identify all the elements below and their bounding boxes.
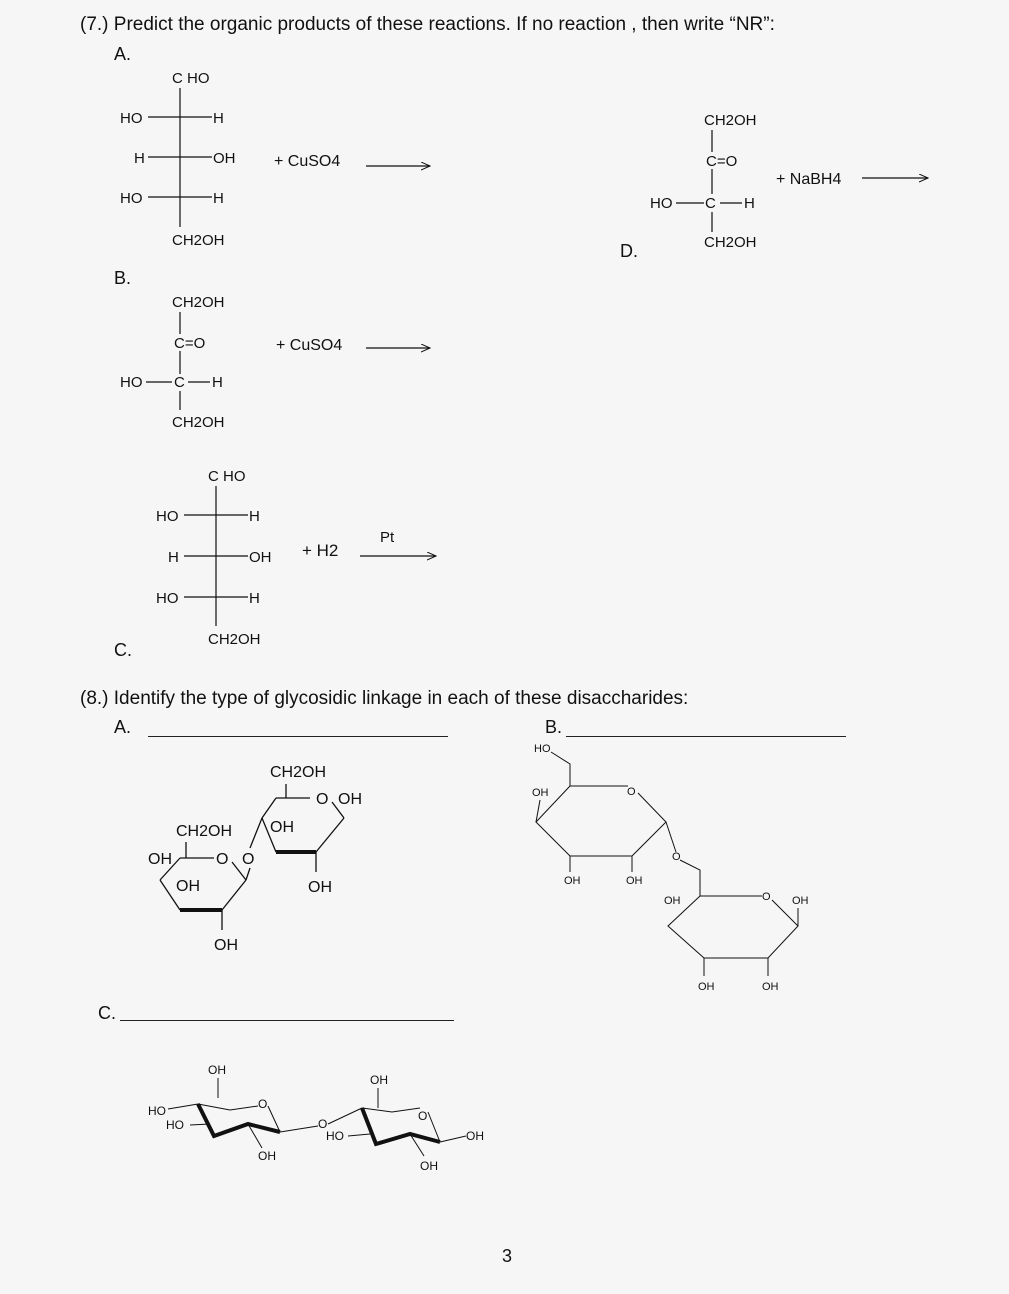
q7-c-bottom: CH2OH — [208, 631, 261, 648]
q8-c-ring-o-left: O — [258, 1097, 268, 1111]
q8-b-group-9: OH — [698, 981, 715, 993]
q7-c-row2-left: H — [168, 549, 179, 566]
q8-c-label: C. — [98, 1003, 116, 1023]
q7-a-reagent: + CuSO4 — [274, 153, 341, 170]
q8-b-group-3: OH — [564, 875, 581, 887]
q7-c-reagent: + H2 — [302, 541, 339, 560]
q8-b-group-6: OH — [664, 895, 681, 907]
q8-c-group-1: HO — [148, 1104, 166, 1118]
q8-c-group-0: OH — [208, 1063, 226, 1077]
q7-a-row1-left: HO — [120, 110, 143, 127]
q8-a-ring-o-upper: O — [316, 791, 329, 808]
q8-b-link-o: O — [672, 851, 681, 863]
q7-b-carbonyl: C=O — [174, 335, 206, 352]
q7-a-label: A. — [114, 44, 132, 64]
q7-a-bottom: CH2OH — [172, 232, 225, 249]
q8-a-structure — [148, 764, 362, 954]
q7-b-label: B. — [114, 268, 132, 288]
q7-c-row3-left: HO — [156, 590, 179, 607]
q8-a-group-2: CH2OH — [176, 823, 233, 840]
q8-a-group-10: OH — [214, 937, 238, 954]
q7-b-reagent: + CuSO4 — [276, 337, 343, 354]
q7-b-row-center: C — [174, 374, 185, 391]
q7-a-row2-left: H — [134, 150, 145, 167]
q8-c-link-o: O — [318, 1117, 328, 1131]
q7-d-row-left: HO — [650, 195, 673, 212]
q7-a-row3-right: H — [213, 190, 224, 207]
q7-c-fischer — [156, 468, 272, 648]
q7-d-row-right: H — [744, 195, 755, 212]
q8-b-group-4: OH — [626, 875, 643, 887]
q8-b-structure — [532, 743, 809, 993]
q7-b-fischer — [120, 294, 225, 431]
q7-a-row2-right: OH — [213, 150, 236, 167]
q8-heading: (8.) Identify the type of glycosidic linkage in each of these disaccharides: — [80, 688, 689, 709]
q7-heading: (7.) Predict the organic products of these reactions. If no reaction , then write “NR”: — [80, 14, 775, 35]
q8-b-ring-o-upper: O — [627, 786, 636, 798]
q8-a-group-6: OH — [176, 878, 200, 895]
q7-c-row2-right: OH — [249, 549, 272, 566]
page-number: 3 — [502, 1246, 513, 1266]
q8-a-ring-o-link: O — [242, 851, 255, 868]
q8-b-group-1: OH — [532, 787, 549, 799]
q7-d-bottom: CH2OH — [704, 234, 757, 251]
q8-b-group-10: OH — [762, 981, 779, 993]
q7-d-carbonyl: C=O — [706, 153, 738, 170]
q7-c-row3-right: H — [249, 590, 260, 607]
q8-b-group-8: OH — [792, 895, 809, 907]
q7-a-row1-right: H — [213, 110, 224, 127]
q7-b-top: CH2OH — [172, 294, 225, 311]
q7-b-row-right: H — [212, 374, 223, 391]
q8-c-group-2: HO — [166, 1118, 184, 1132]
q8-b-group-0: HO — [534, 743, 551, 755]
q8-a-group-1: OH — [338, 791, 362, 808]
q8-a-group-3: OH — [270, 819, 294, 836]
q7-c-label: C. — [114, 640, 132, 660]
q8-c-group-9: OH — [466, 1129, 484, 1143]
q8-c-group-4: OH — [258, 1149, 276, 1163]
q8-b-label: B. — [545, 717, 563, 737]
q8-c-ring-o-right: O — [418, 1109, 428, 1123]
q7-c-row1-right: H — [249, 508, 260, 525]
q8-b-ring-o-lower: O — [762, 891, 771, 903]
q7-d-row-center: C — [705, 195, 716, 212]
q8-a-group-0: CH2OH — [270, 764, 327, 781]
q8-a-ring-o-lower: O — [216, 851, 229, 868]
q8-c-group-7: HO — [326, 1129, 344, 1143]
q7-d-label: D. — [620, 241, 638, 261]
q7-a-fischer — [120, 70, 236, 249]
q7-d-fischer — [650, 112, 757, 251]
q7-a-top: C HO — [172, 70, 210, 87]
q7-d-top: CH2OH — [704, 112, 757, 129]
q8-a-label: A. — [114, 717, 132, 737]
q7-a-row3-left: HO — [120, 190, 143, 207]
q7-b-row-left: HO — [120, 374, 143, 391]
q7-d-reagent: + NaBH4 — [776, 171, 842, 188]
q8-c-structure — [148, 1063, 484, 1173]
q8-c-group-10: OH — [420, 1159, 438, 1173]
q7-c-catalyst: Pt — [380, 529, 395, 546]
q8-a-group-4: OH — [148, 851, 172, 868]
q7-b-bottom: CH2OH — [172, 414, 225, 431]
q8-a-group-5: OH — [308, 879, 332, 896]
q7-c-top: C HO — [208, 468, 246, 485]
q7-c-row1-left: HO — [156, 508, 179, 525]
q8-c-group-6: OH — [370, 1073, 388, 1087]
